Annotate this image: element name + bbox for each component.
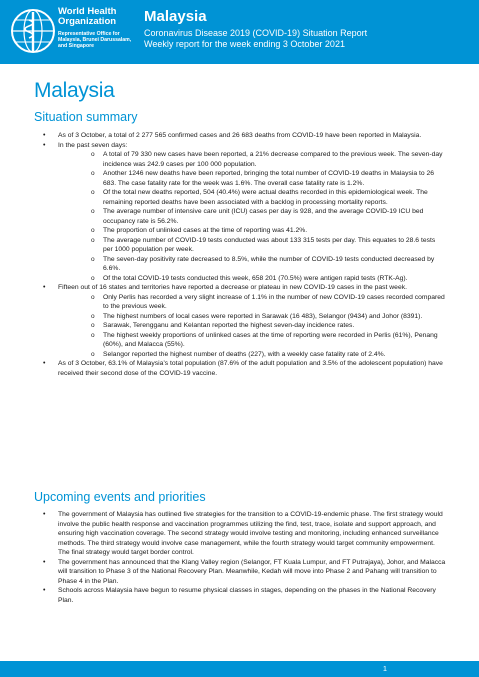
summary-subitem: o The average number of intensive care unit (ICU) cases per day is 928, and the average COVID-19 ICU bed occupancy rate is 56.2%. xyxy=(58,207,446,226)
summary-item-text: As of 3 October, a total of 2 277 565 confirmed cases and 26 683 deaths from COVID-19 have been reported in Malaysia. xyxy=(58,132,422,139)
priority-item: • The government of Malaysia has outlined five strategies for the transition to a COVID-19-endemic phase. The first strategy would involve the public health response and vaccination programmes utilizing the find, test, trace, isolate and support approach, and ensuring high vaccination coverage. The second strategy would involve testing and monitoring, including enhanced surveillance methods. The third strategy would involve case management, while the fourth strategy would target community empowerment. The final strategy would target border control. xyxy=(34,510,446,558)
priority-item: • The government has announced that the Klang Valley region (Selangor, FT Kuala Lumpur, and FT Putrajaya), Johor, and Malacca will transition to Phase 3 of the National Recovery Plan. Meanwhile, Kedah will move into Phase 2 and Pahang will transition to Phase 4 in the Plan. xyxy=(34,558,446,587)
org-subtitle: Representative Office for Malaysia, Brunei Darussalam, and Singapore xyxy=(58,31,132,49)
org-name: World Health Organization xyxy=(58,6,117,27)
upcoming-events xyxy=(34,510,446,605)
summary-subitem: o The average number of COVID-19 tests conducted was about 133 315 tests per day. This equates to 28.6 tests per 1000 population per week. xyxy=(58,236,446,255)
summary-subitem: o Sarawak, Terengganu and Kelantan reported the highest seven-day incidence rates. xyxy=(58,321,446,331)
situation-summary xyxy=(34,131,446,378)
summary-item xyxy=(34,283,446,359)
summary-subitem: o The seven-day positivity rate decreased to 8.5%, while the number of COVID-19 tests conducted decreased by 6.6%. xyxy=(58,255,446,274)
summary-item-text: As of 3 October, 63.1% of Malaysia’s total population (87.6% of the adult population and 3.5% of the adolescent population) have received their second dose of the COVID-19 vaccine. xyxy=(58,360,443,377)
report-titles xyxy=(144,8,471,50)
summary-item xyxy=(34,359,446,378)
section-title-situation: Situation summary xyxy=(34,110,138,124)
summary-subitem: o Only Perlis has recorded a very slight increase of 1.1% in the number of new COVID-19 cases recorded compared to the previous week. xyxy=(58,293,446,312)
who-emblem-icon xyxy=(8,6,58,56)
section-title-upcoming: Upcoming events and priorities xyxy=(34,490,206,504)
summary-item xyxy=(34,131,446,141)
summary-item xyxy=(34,141,446,284)
org-block xyxy=(58,7,140,49)
summary-subitem: o The highest numbers of local cases were reported in Sarawak (16 483), Selangor (9434) and Johor (8391). xyxy=(58,312,446,322)
page-number: 1 xyxy=(382,664,387,673)
header-week: Weekly report for the week ending 3 October 2021 xyxy=(144,39,345,49)
summary-subitem: o The highest weekly proportions of unlinked cases at the time of reporting were recorded in Perlis (61%), Penang (60%), and Malacca (55%). xyxy=(58,331,446,350)
summary-subitem: o The proportion of unlinked cases at the time of reporting was 41.2%. xyxy=(58,226,446,236)
summary-subitem: o Of the total new deaths reported, 504 (40.4%) were actual deaths recorded in this epidemiological week. The remaining reported deaths have been associated with a backlog in processing mortality reports. xyxy=(58,188,446,207)
summary-subitem: o A total of 79 330 new cases have been reported, a 21% decrease compared to the previous week. The seven-day incidence was 242.9 cases per 100 000 population. xyxy=(58,150,446,169)
priority-item: • Schools across Malaysia have begun to resume physical classes in stages, depending on the phases in the National Recovery Plan. xyxy=(34,586,446,605)
summary-item-text: In the past seven days: xyxy=(58,141,128,149)
summary-subitem: o Selangor reported the highest number of deaths (227), with a weekly case fatality rate of 2.4%. xyxy=(58,350,446,360)
summary-subitem: o Another 1246 new deaths have been reported, bringing the total number of COVID-19 deaths in Malaysia to 26 683. The case fatality rate for the week was 1.6%. The overall case fatality rate is 1.2%. xyxy=(58,169,446,188)
page-footer xyxy=(0,661,479,677)
header-report-title: Coronavirus Disease 2019 (COVID-19) Situation Report xyxy=(144,28,368,38)
summary-item-text: Fifteen out of 16 states and territories have reported a decrease or plateau in new COVID-19 cases in the past week. xyxy=(58,284,407,291)
summary-subitem: o Of the total COVID-19 tests conducted this week, 658 201 (70.5%) were antigen rapid tests (RTK-Ag). xyxy=(58,274,446,284)
page-title: Malaysia xyxy=(34,79,115,102)
report-header xyxy=(0,0,479,64)
header-country: Malaysia xyxy=(144,8,207,25)
